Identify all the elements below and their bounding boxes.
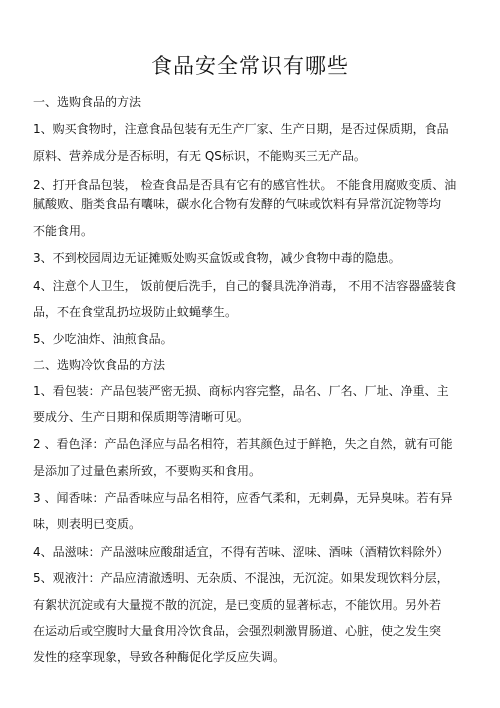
text-line: 2、打开食品包装， 检查食品是否具有它有的感官性状。 不能食用腐败变质、油: [33, 178, 457, 192]
text-line: 不能食用。: [33, 224, 94, 238]
text-line: 4、品滋味：产品滋味应酸甜适宜，不得有苦味、涩味、酒味（酒精饮料除外）: [33, 545, 449, 559]
page-title: 食品安全常识有哪些: [151, 54, 349, 78]
text-line: 在运动后或空腹时大量食用冷饮食品，会强烈刺激胃肠道、心脏，使之发生突: [33, 624, 442, 638]
text-line: 有絮状沉淀或有大量搅不散的沉淀，是已变质的显著标志，不能饮用。另外若: [33, 598, 442, 612]
text-line: 要成分、生产日期和保质期等清晰可见。: [33, 410, 250, 424]
text-line: 4、注意个人卫生， 饭前便后洗手，自己的餐具洗净消毒， 不用不洁容器盛装食: [33, 279, 457, 293]
text-line: 5、观液汁：产品应清澈透明、无杂质、不混浊，无沉淀。如果发现饮料分层，: [33, 571, 449, 585]
text-line: 5、少吃油炸、油煎食品。: [33, 332, 173, 346]
section-heading-cold-drinks: 二、选购冷饮食品的方法: [33, 358, 166, 372]
text-line: 3、不到校园周边无证摊贩处购买盒饭或食物，减少食物中毒的隐患。: [33, 251, 401, 265]
section-heading-food: 一、选购食品的方法: [33, 95, 142, 109]
text-line: 原料、营养成分是否标明，有无 QS标识，不能购买三无产品。: [33, 149, 366, 163]
text-line: 品，不在食堂乱扔垃圾防止蚊蝇孳生。: [33, 305, 238, 319]
text-line: 味，则表明已变质。: [33, 517, 142, 531]
text-line: 1、看包装：产品包装严密无损、商标内容完整，品名、厂名、厂址、净重、主: [33, 384, 449, 398]
text-line: 腻酸败、脂类食品有囔味，碳水化合物有发酵的气味或饮料有异常沉淀物等均: [33, 197, 442, 211]
text-line: 发性的痉挛现象，导致各种酶促化学反应失调。: [33, 650, 286, 664]
text-line: 2 、看色泽：产品色泽应与品名相符，若其颜色过于鲜艳，失之自然，就有可能: [33, 437, 453, 451]
text-line: 3 、闻香味：产品香味应与品名相符，应香气柔和，无刺鼻，无异臭味。若有异: [33, 491, 453, 505]
text-line: 1、购买食物时，注意食品包装有无生产厂家、生产日期，是否过保质期，食品: [33, 122, 449, 136]
text-line: 是添加了过量色素所致，不要购买和食用。: [33, 464, 262, 478]
